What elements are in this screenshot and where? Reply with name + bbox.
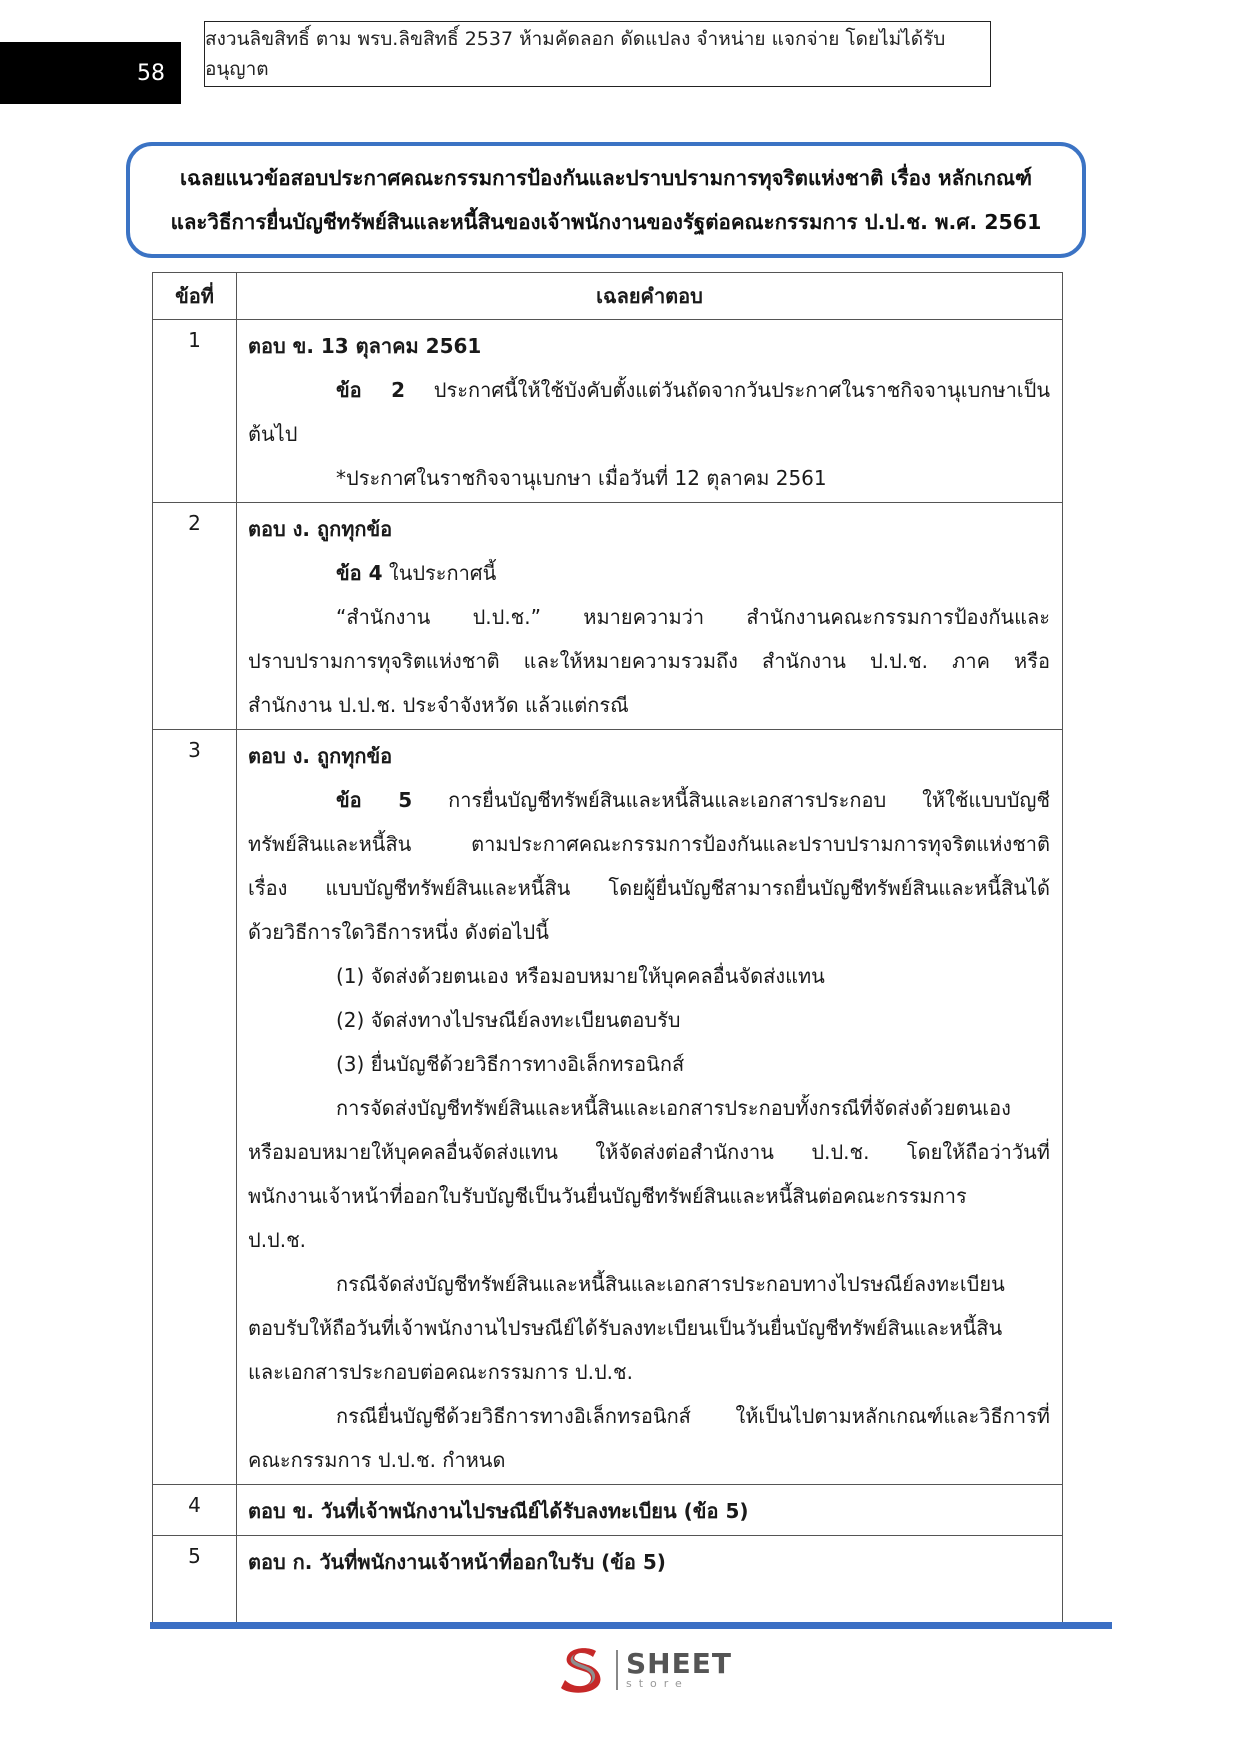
paragraph-text: หรือมอบหมายให้บุคคลอื่นจัดส่งแทน ให้จัดส่งต่อสำนักงาน ป.ป.ช. โดยให้ถือว่าวันที่ — [248, 1140, 1050, 1164]
paragraph-text: ปราบปรามการทุจริตแห่งชาติ และให้หมายความรวมถึง สำนักงาน ป.ป.ช. ภาค หรือ — [248, 649, 1050, 673]
paragraph-text: กรณีจัดส่งบัญชีทรัพย์สินและหนี้สินและเอกสารประกอบทางไปรษณีย์ลงทะเบียน — [336, 1272, 1005, 1296]
answer-cell — [237, 1536, 1063, 1628]
paragraph-text: สำนักงาน ป.ป.ช. ประจำจังหวัด แล้วแต่กรณี — [248, 693, 629, 717]
paragraph-text: และเอกสารประกอบต่อคณะกรรมการ ป.ป.ช. — [248, 1360, 633, 1384]
answer-cell — [237, 730, 1063, 1485]
list-item: (1) จัดส่งด้วยตนเอง หรือมอบหมายให้บุคคลอื่นจัดส่งแทน — [336, 964, 825, 988]
answer-cell — [237, 320, 1063, 503]
paragraph-text: การจัดส่งบัญชีทรัพย์สินและหนี้สินและเอกสารประกอบทั้งกรณีที่จัดส่งด้วยตนเอง — [336, 1096, 1011, 1120]
paragraph-text: ป.ป.ช. — [248, 1228, 307, 1252]
document-title — [126, 142, 1086, 258]
paragraph-text: ด้วยวิธีการใดวิธีการหนึ่ง ดังต่อไปนี้ — [248, 920, 549, 944]
answer-choice: ตอบ ข. วันที่เจ้าพนักงานไปรษณีย์ได้รับลงทะเบียน (ข้อ 5) — [248, 1499, 749, 1523]
answer-cell — [237, 1485, 1063, 1536]
list-item: (2) จัดส่งทางไปรษณีย์ลงทะเบียนตอบรับ — [336, 1008, 681, 1032]
table-row — [153, 503, 1063, 730]
column-header-answer: เฉลยคำตอบ — [237, 273, 1063, 320]
paragraph-text: ประกาศนี้ให้ใช้บังคับตั้งแต่วันถัดจากวันประกาศในราชกิจจานุเบกษาเป็น — [433, 378, 1051, 402]
paragraph-text: การยื่นบัญชีทรัพย์สินและหนี้สินและเอกสารประกอบ ให้ใช้แบบบัญชี — [448, 788, 1051, 812]
table-header-row — [153, 273, 1063, 320]
logo-subtext: store — [626, 1677, 689, 1690]
page-number: 58 — [0, 42, 181, 104]
footer-divider — [150, 1622, 1112, 1629]
answer-choice: ตอบ ง. ถูกทุกข้อ — [248, 744, 393, 768]
answer-choice: ตอบ ก. วันที่พนักงานเจ้าหน้าที่ออกใบรับ (ข้อ 5) — [248, 1550, 666, 1574]
answer-table — [152, 272, 1063, 1628]
answer-choice: ตอบ ง. ถูกทุกข้อ — [248, 517, 393, 541]
column-header-number: ข้อที่ — [153, 273, 237, 320]
table-row — [153, 1485, 1063, 1536]
table-row — [153, 1536, 1063, 1628]
clause-label: ข้อ 2 — [336, 378, 405, 402]
paragraph-text: เรื่อง แบบบัญชีทรัพย์สินและหนี้สิน โดยผู้ยื่นบัญชีสามารถยื่นบัญชีทรัพย์สินและหนี้สินได้ — [248, 876, 1050, 900]
sheet-store-logo — [558, 1644, 732, 1696]
note-text: *ประกาศในราชกิจจานุเบกษา เมื่อวันที่ 12 ตุลาคม 2561 — [336, 466, 827, 490]
row-number: 5 — [153, 1536, 237, 1628]
logo-wordmark: SHEET — [626, 1647, 732, 1680]
row-number: 1 — [153, 320, 237, 503]
list-item: (3) ยื่นบัญชีด้วยวิธีการทางอิเล็กทรอนิกส์ — [336, 1052, 685, 1076]
table-row — [153, 320, 1063, 503]
answer-choice: ตอบ ข. 13 ตุลาคม 2561 — [248, 334, 482, 358]
title-line-2: และวิธีการยื่นบัญชีทรัพย์สินและหนี้สินของเจ้าพนักงานของรัฐต่อคณะกรรมการ ป.ป.ช. พ.ศ. 2561 — [170, 210, 1042, 234]
title-line-1: เฉลยแนวข้อสอบประกาศคณะกรรมการป้องกันและปราบปรามการทุจริตแห่งชาติ เรื่อง หลักเกณฑ์ — [180, 166, 1032, 190]
clause-paragraph — [248, 551, 1050, 595]
clause-text: ในประกาศนี้ — [388, 561, 497, 585]
paragraph-text: ตอบรับให้ถือวันที่เจ้าพนักงานไปรษณีย์ได้รับลงทะเบียนเป็นวันยื่นบัญชีทรัพย์สินและหนี้สิน — [248, 1316, 1003, 1340]
paragraph-text: กรณียื่นบัญชีด้วยวิธีการทางอิเล็กทรอนิกส์ ให้เป็นไปตามหลักเกณฑ์และวิธีการที่ — [336, 1404, 1050, 1428]
copyright-notice: สงวนลิขสิทธิ์ ตาม พรบ.ลิขสิทธิ์ 2537 ห้ามคัดลอก ดัดแปลง จำหน่าย แจกจ่าย โดยไม่ได้รับอนุญาต — [204, 21, 991, 87]
paragraph-text: ทรัพย์สินและหนี้สิน ตามประกาศคณะกรรมการป้องกันและปราบปรามการทุจริตแห่งชาติ — [248, 832, 1050, 856]
clause-label: ข้อ 4 — [336, 561, 383, 585]
row-number: 4 — [153, 1485, 237, 1536]
s-logo-icon — [558, 1645, 606, 1695]
row-number: 3 — [153, 730, 237, 1485]
clause-paragraph — [248, 778, 1050, 822]
paragraph-text: คณะกรรมการ ป.ป.ช. กำหนด — [248, 1448, 506, 1472]
clause-label: ข้อ 5 — [336, 788, 413, 812]
paragraph-text: พนักงานเจ้าหน้าที่ออกใบรับบัญชีเป็นวันยื่นบัญชีทรัพย์สินและหนี้สินต่อคณะกรรมการ — [248, 1184, 967, 1208]
paragraph-text: ต้นไป — [248, 422, 298, 446]
clause-paragraph — [248, 368, 1050, 412]
answer-cell — [237, 503, 1063, 730]
row-number: 2 — [153, 503, 237, 730]
paragraph-text: “สำนักงาน ป.ป.ช.” หมายความว่า สำนักงานคณะกรรมการป้องกันและ — [336, 605, 1050, 629]
table-row — [153, 730, 1063, 1485]
